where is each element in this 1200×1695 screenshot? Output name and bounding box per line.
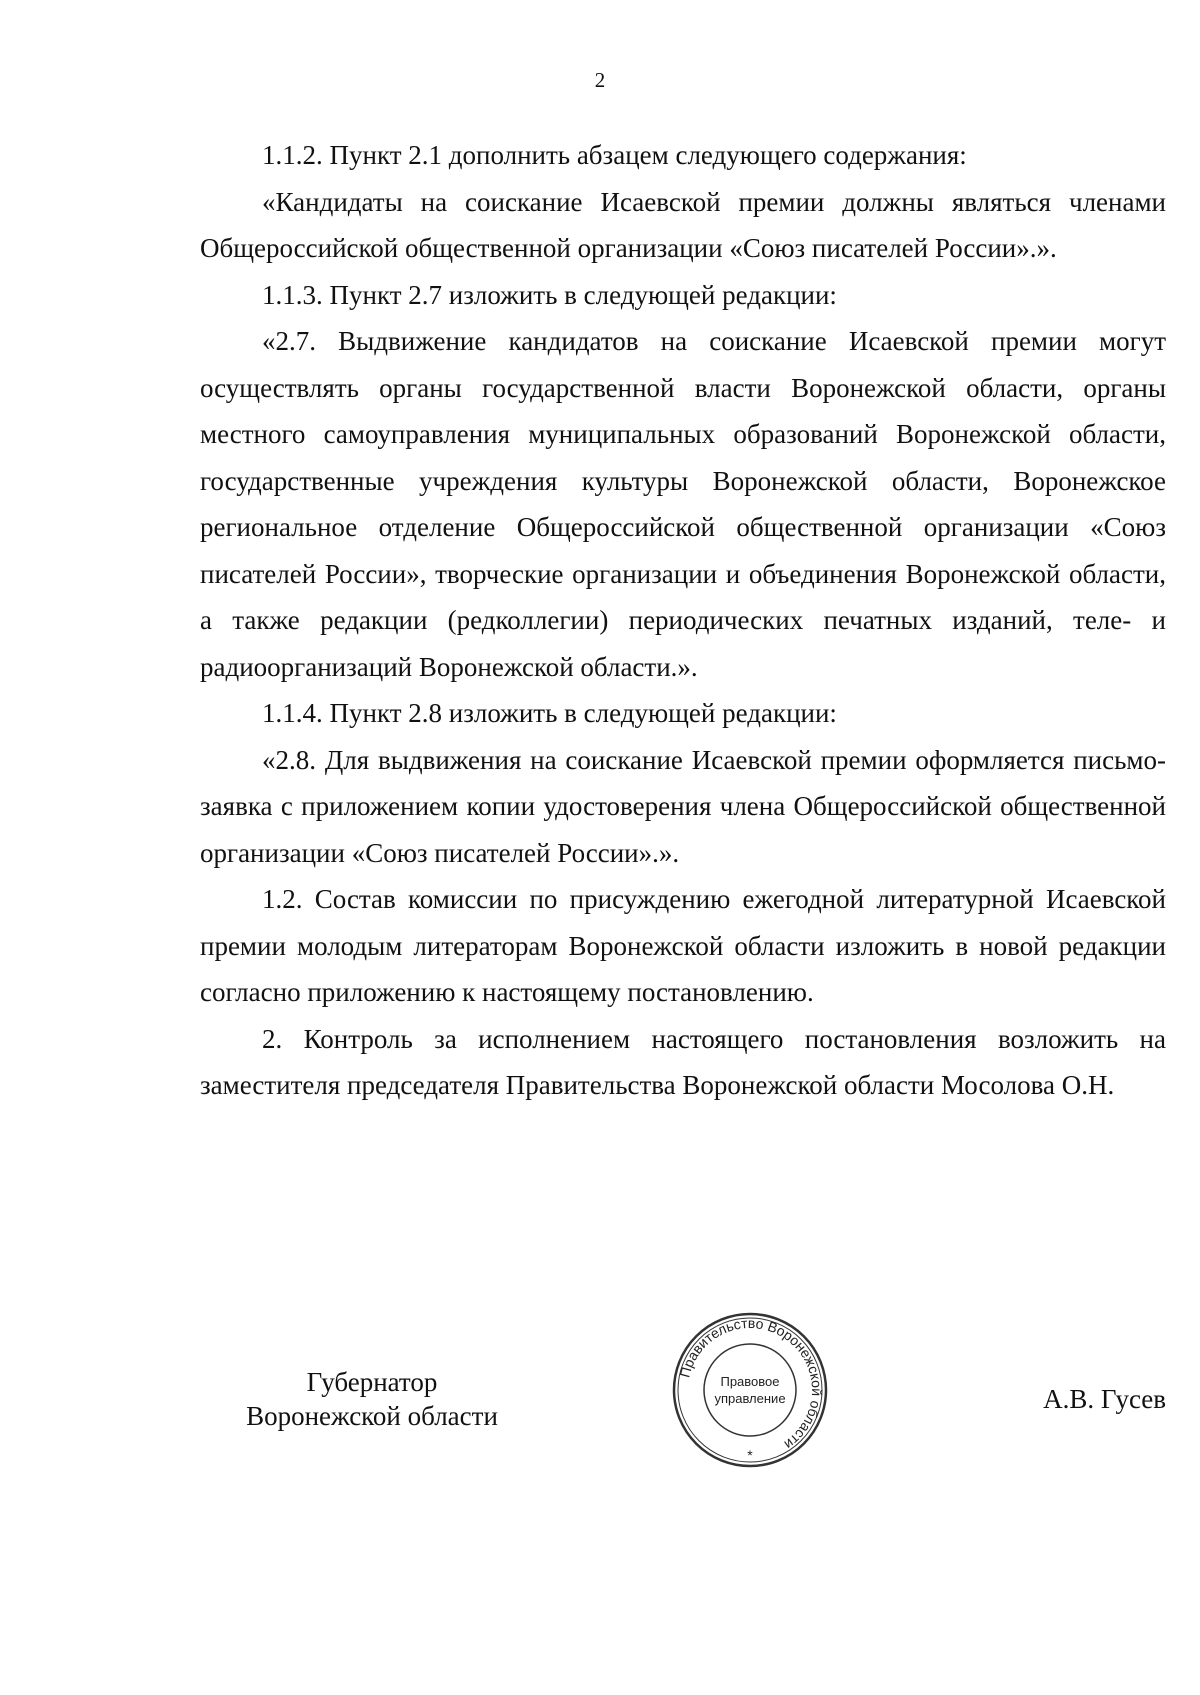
paragraph-1-1-2: 1.1.2. Пункт 2.1 дополнить абзацем следующего содержания:	[262, 140, 967, 170]
paragraph-1-2: 1.2. Состав комиссии по присуждению ежегодной литературной Исаевской премии молодым литераторам Воронежской области изложить в новой редакции согласно приложению к настоящему постановлению.	[200, 884, 1166, 1007]
official-stamp	[670, 1310, 830, 1470]
seal-outer-text: Правительство Воронежской области	[676, 1314, 826, 1454]
paragraph-quote-2-7: «2.7. Выдвижение кандидатов на соискание Исаевской премии могут осуществлять органы государственной власти Воронежской области, органы местного самоуправления муниципальных образований Воронежской области, государственные учреждения культуры Воронежской области, Воронежское региональное отделение Общероссийской общественной организации «Союз писателей России», творческие организации и объединения Воронежской области, а также редакции (редколлегии) периодических печатных изданий, теле- и радиоорганизаций Воронежской области.».	[200, 326, 1166, 682]
seal-star: *	[747, 1447, 753, 1463]
paragraph-quote-2-1: «Кандидаты на соискание Исаевской премии должны являться членами Общероссийской общественной организации «Союз писателей России».».	[200, 186, 1166, 263]
paragraph-1-1-4: 1.1.4. Пункт 2.8 изложить в следующей редакции:	[262, 698, 837, 728]
paragraph-2: 2. Контроль за исполнением настоящего постановления возложить на заместителя председателя Правительства Воронежской области Мосолова О.Н.	[200, 1023, 1166, 1100]
seal-inner-line1: Правовое	[720, 1374, 780, 1389]
signatory-title	[222, 1365, 522, 1433]
paragraph-quote-2-8: «2.8. Для выдвижения на соискание Исаевской премии оформляется письмо-заявка с приложением копии удостоверения члена Общероссийской общественной организации «Союз писателей России».».	[200, 744, 1166, 868]
signatory-title-line1: Губернатор	[306, 1367, 438, 1397]
paragraph-1-1-3: 1.1.3. Пункт 2.7 изложить в следующей редакции:	[262, 279, 837, 310]
document-body	[200, 132, 1166, 1109]
page-number: 2	[594, 68, 606, 92]
signatory-title-line2: Воронежской области	[246, 1401, 498, 1431]
seal-inner-line2: управление	[714, 1391, 786, 1406]
signatory-name: А.В. Гусев	[1043, 1384, 1166, 1414]
